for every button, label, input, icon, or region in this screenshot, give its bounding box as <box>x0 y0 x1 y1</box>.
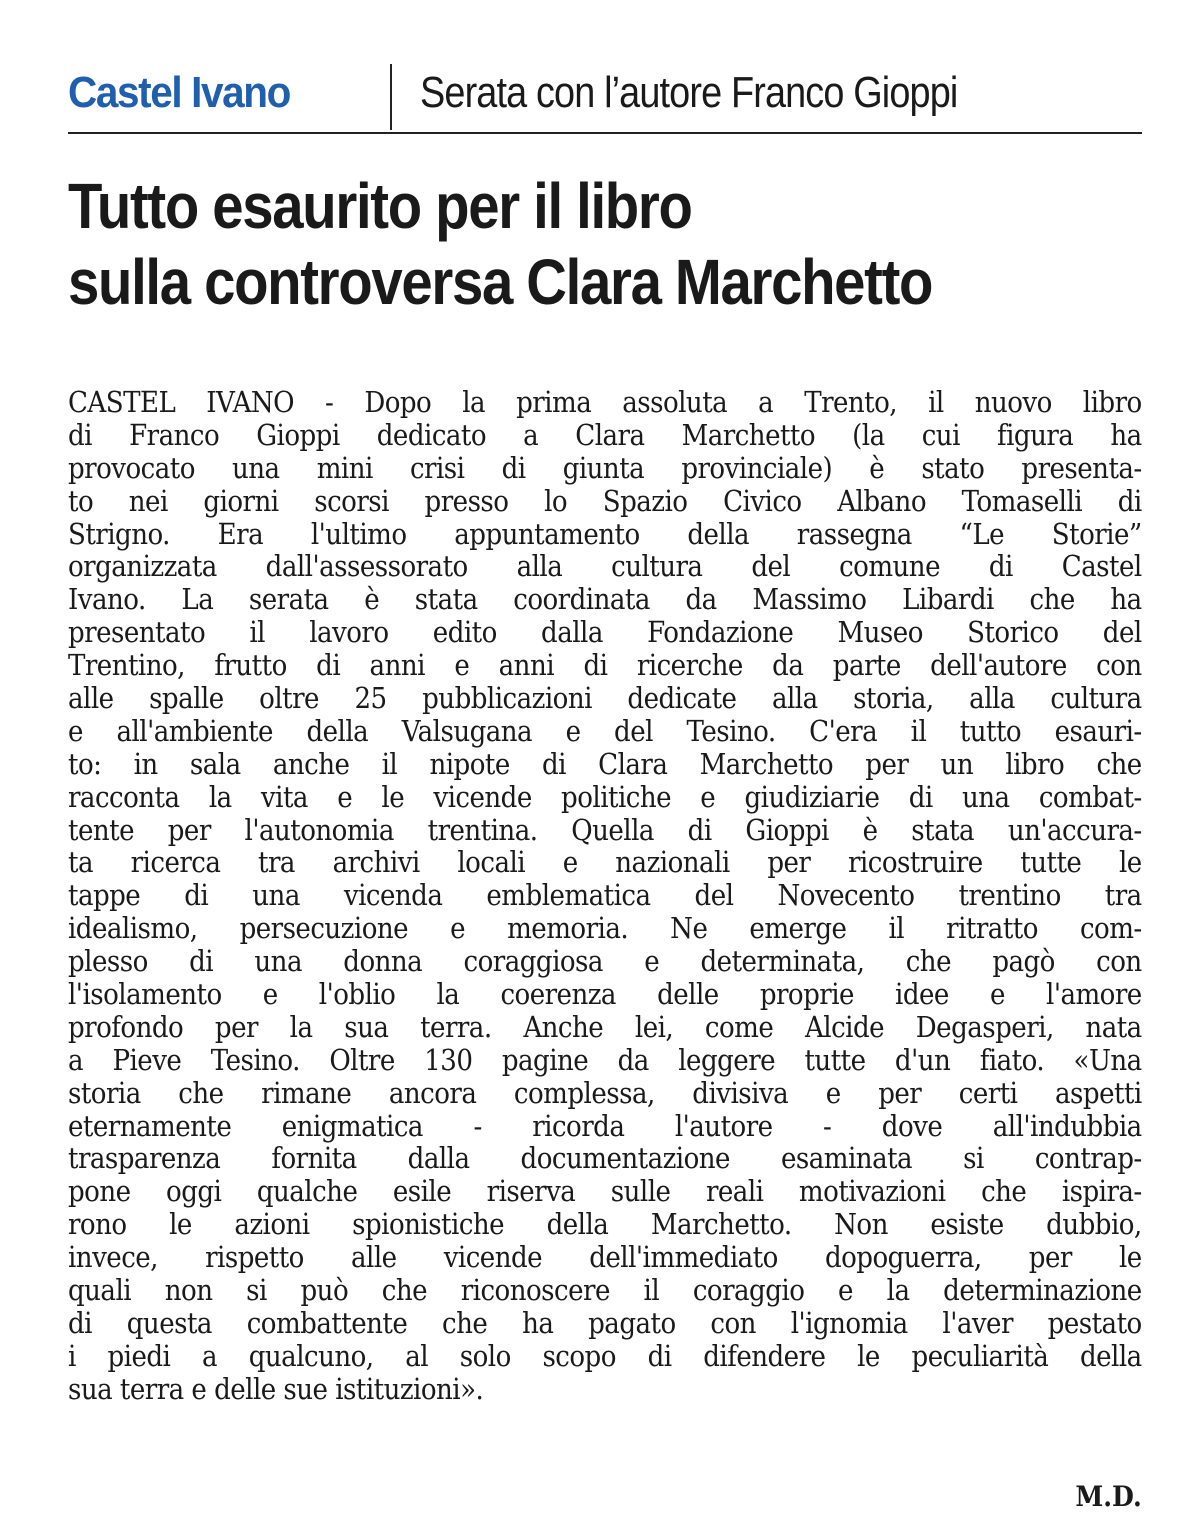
article-page <box>68 0 1142 1525</box>
body-line: idealismo, persecuzione e memoria. Ne emerge il ritratto com- <box>68 911 1142 946</box>
body-line: provocato una mini crisi di giunta provinciale) è stato presenta- <box>68 450 1142 485</box>
body-line: plesso di una donna coraggiosa e determinata, che pagò con <box>68 944 1142 979</box>
body-line: i piedi a qualcuno, al solo scopo di difendere le peculiarità della <box>68 1338 1142 1373</box>
body-line: Ivano. La serata è stata coordinata da Massimo Libardi che ha <box>68 582 1142 617</box>
body-line: invece, rispetto alle vicende dell'immediato dopoguerra, per le <box>68 1240 1142 1275</box>
headline-line-2: sulla controversa Clara Marchetto <box>68 246 933 318</box>
body-line: tappe di una vicenda emblematica del Novecento trentino tra <box>68 878 1142 913</box>
body-line: trasparenza fornita dalla documentazione esaminata si contrap- <box>68 1141 1142 1176</box>
body-line: alle spalle oltre 25 pubblicazioni dedicate alla storia, alla cultura <box>68 681 1142 716</box>
body-line: to: in sala anche il nipote di Clara Marchetto per un libro che <box>68 746 1142 781</box>
body-line: Strigno. Era l'ultimo appuntamento della rassegna “Le Storie” <box>68 516 1142 551</box>
body-line: quali non si può che riconoscere il coraggio e la determinazione <box>68 1273 1142 1308</box>
body-line: tente per l'autonomia trentina. Quella di Gioppi è stata un'accura- <box>68 812 1142 847</box>
body-line: presentato il lavoro edito dalla Fondazione Museo Storico del <box>68 615 1142 650</box>
body-line: profondo per la sua terra. Anche lei, come Alcide Degasperi, nata <box>68 1009 1142 1044</box>
body-line: di questa combattente che ha pagato con l'ignomia l'aver pestato <box>68 1305 1142 1340</box>
body-line: l'isolamento e l'oblio la coerenza delle proprie idee e l'amore <box>68 977 1142 1012</box>
body-line: racconta la vita e le vicende politiche e giudiziarie di una combat- <box>68 779 1142 814</box>
body-line: CASTEL IVANO - Dopo la prima assoluta a Trento, il nuovo libro <box>68 385 1142 419</box>
body-line: storia che rimane ancora complessa, divisiva e per certi aspetti <box>68 1075 1142 1110</box>
article-body <box>68 386 1142 1406</box>
body-line: eternamente enigmatica - ricorda l'autore - dove all'indubbia <box>68 1108 1142 1143</box>
kicker-text: Serata con l’autore Franco Gioppi <box>420 68 958 117</box>
body-line-last: sua terra e delle sue istituzioni». <box>68 1371 484 1406</box>
author-signature: M.D. <box>1075 1480 1142 1513</box>
article-header <box>68 62 1142 134</box>
body-line: organizzata dall'assessorato alla cultura del comune di Castel <box>68 549 1142 584</box>
body-line: a Pieve Tesino. Oltre 130 pagine da leggere tutte d'un fiato. «Una <box>68 1042 1142 1077</box>
headline <box>68 168 1089 320</box>
body-line: Trentino, frutto di anni e anni di ricerche da parte dell'autore con <box>68 648 1142 683</box>
body-line: ta ricerca tra archivi locali e nazionali per ricostruire tutte le <box>68 845 1142 880</box>
headline-line-1: Tutto esaurito per il libro <box>68 170 692 242</box>
location-label: Castel Ivano <box>68 68 290 117</box>
body-line: rono le azioni spionistiche della Marchetto. Non esiste dubbio, <box>68 1207 1142 1242</box>
body-line: to nei giorni scorsi presso lo Spazio Civico Albano Tomaselli di <box>68 483 1142 518</box>
header-divider <box>390 64 392 130</box>
body-line: di Franco Gioppi dedicato a Clara Marchetto (la cui figura ha <box>68 417 1142 452</box>
body-line: e all'ambiente della Valsugana e del Tesino. C'era il tutto esauri- <box>68 713 1142 748</box>
body-line: pone oggi qualche esile riserva sulle reali motivazioni che ispira- <box>68 1174 1142 1209</box>
